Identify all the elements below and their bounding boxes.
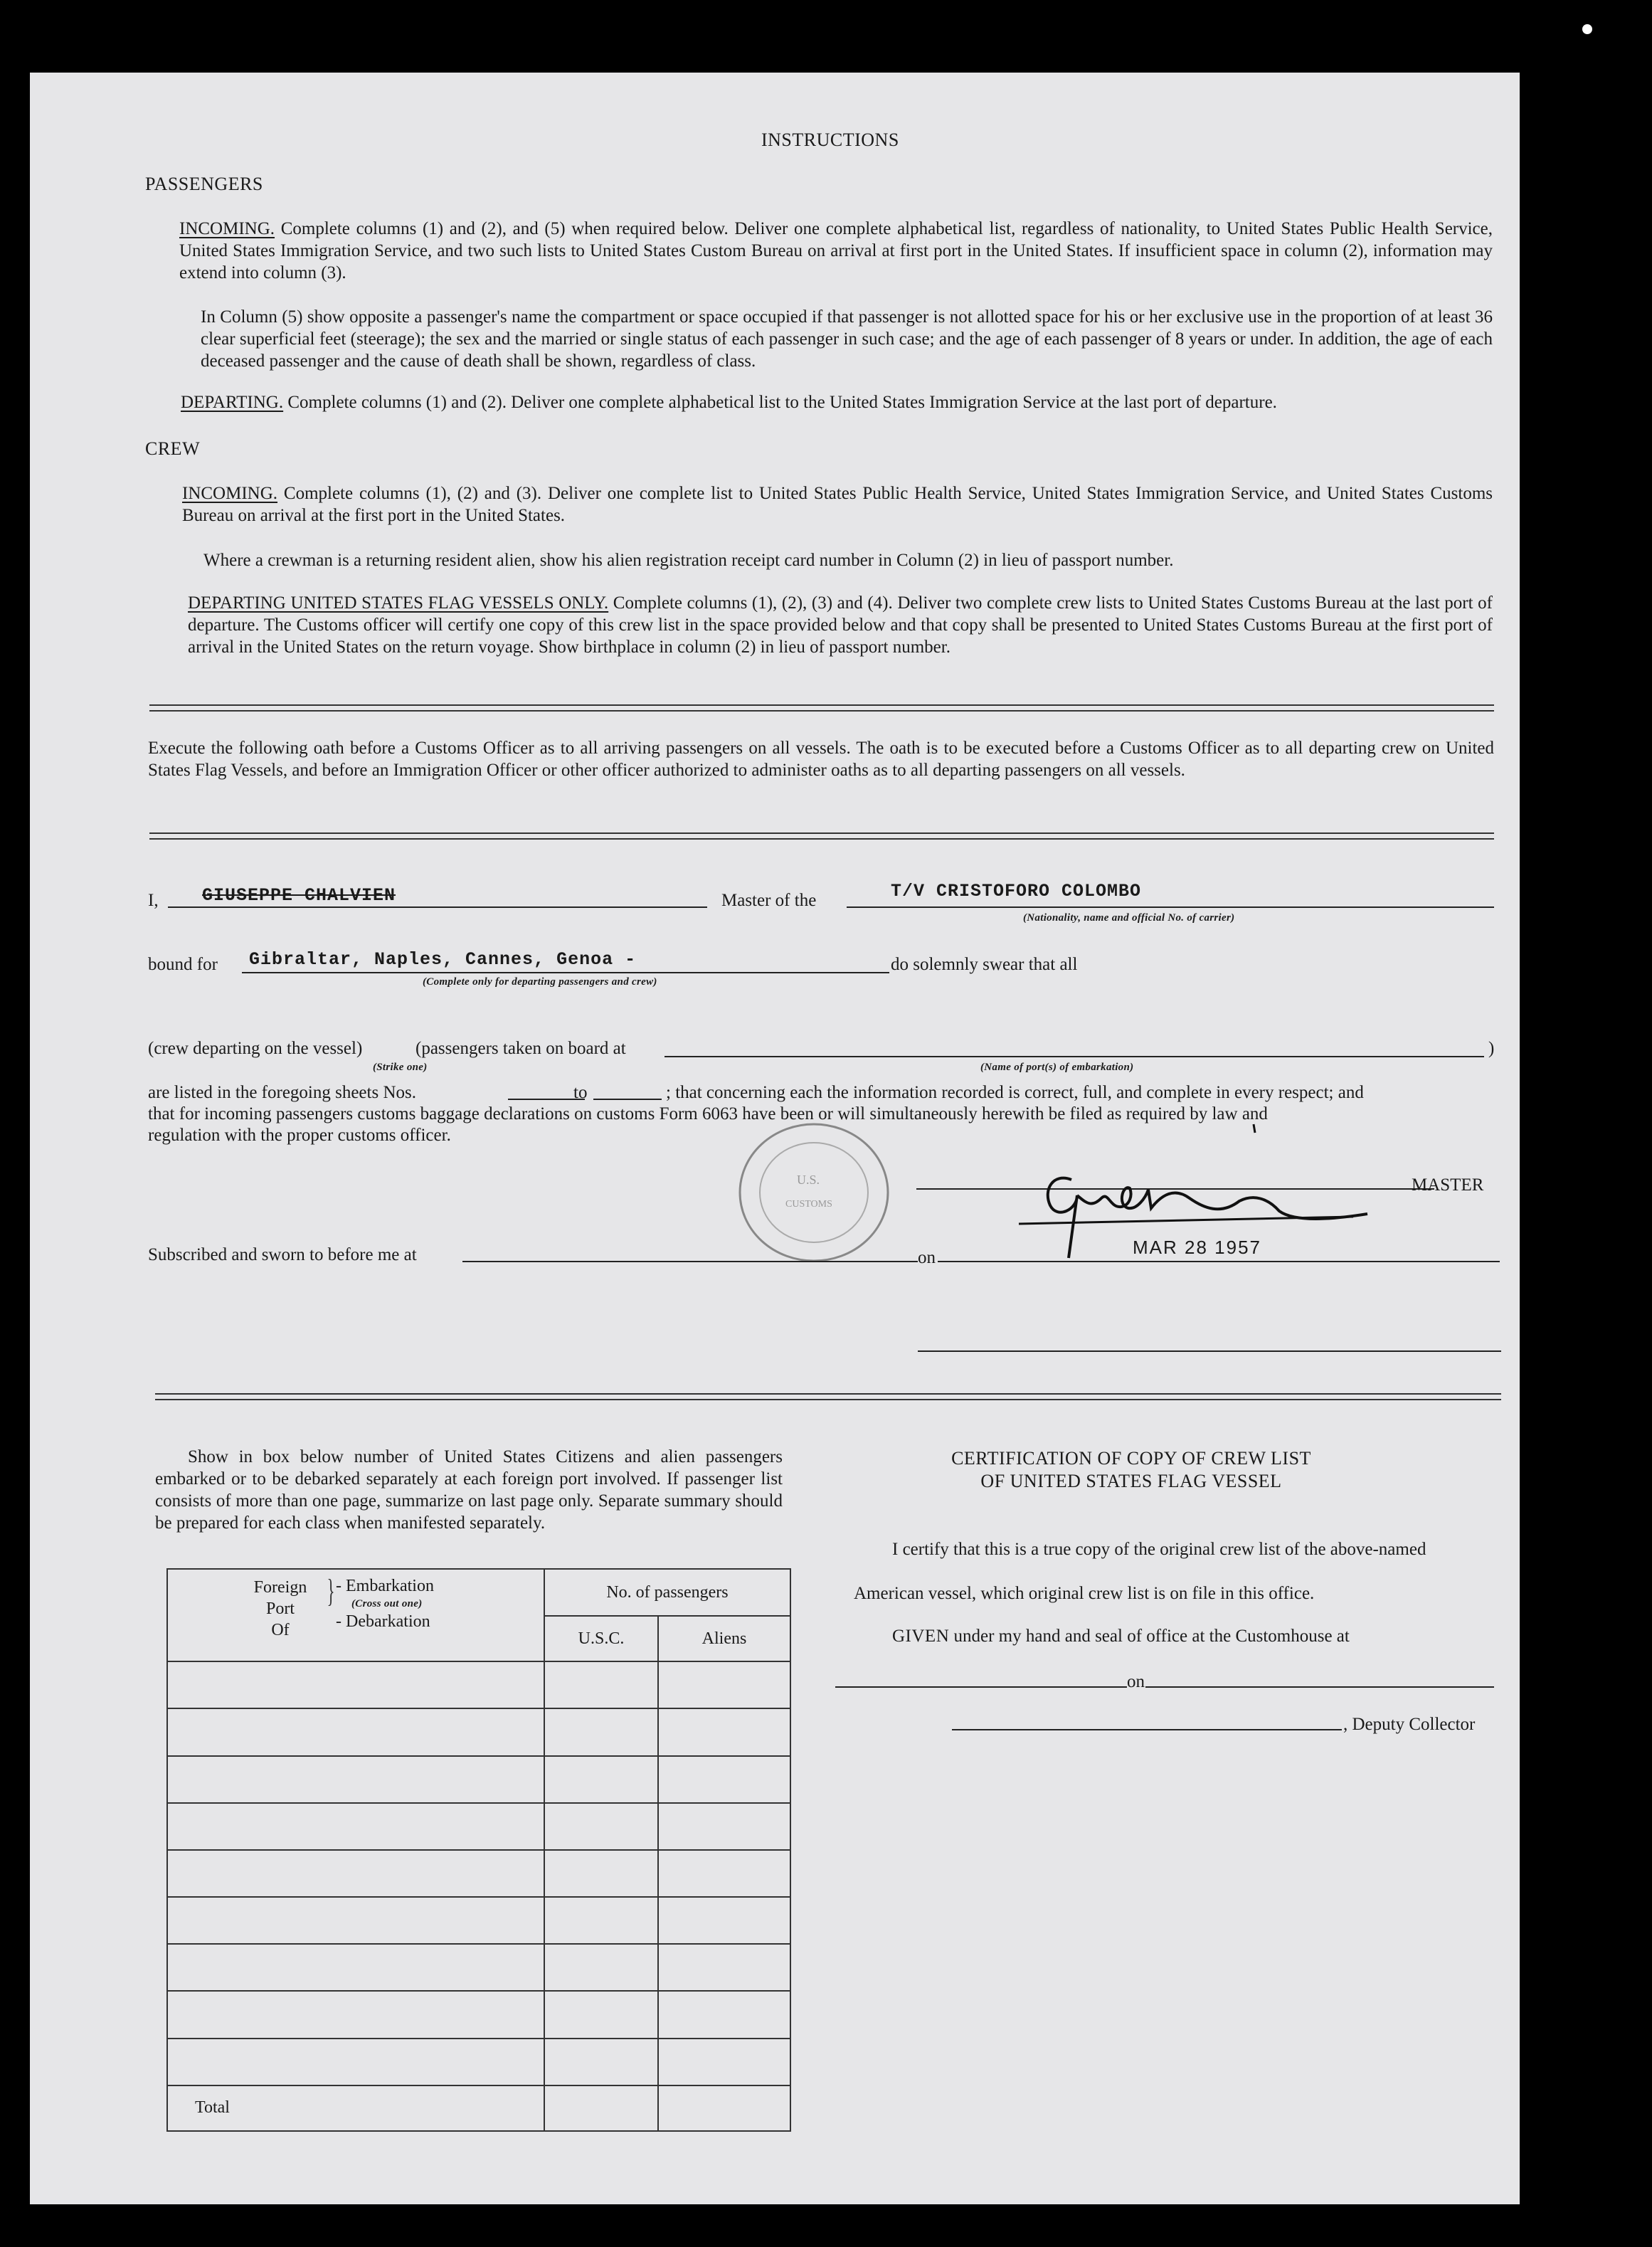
passengers-departing-text: Complete columns (1) and (2). Deliver one complete alphabetical list to the United States Immigration Service at the last port of departure.	[287, 393, 1277, 412]
certification-title-line-1: CERTIFICATION OF COPY OF CREW LIST	[951, 1448, 1311, 1469]
port-cell[interactable]	[167, 1803, 544, 1850]
aliens-cell[interactable]	[658, 1756, 790, 1803]
svg-text:CUSTOMS: CUSTOMS	[785, 1199, 832, 1210]
swear-text: do solemnly swear that all	[891, 955, 1078, 974]
master-of-label: Master of the	[721, 891, 817, 910]
usc-cell[interactable]	[544, 2039, 658, 2085]
passenger-summary-table	[166, 1568, 791, 2132]
certification-title	[840, 1447, 1423, 1493]
crew-departing-label: DEPARTING UNITED STATES FLAG VESSELS ONLY.	[188, 593, 609, 613]
given-text: under my hand and seal of office at the Customhouse at	[953, 1627, 1350, 1646]
deputy-collector-signature-field[interactable]	[952, 1708, 1342, 1730]
debarkation-label: - Debarkation	[336, 1612, 430, 1631]
cross-out-caption: (Cross out one)	[351, 1598, 423, 1609]
bound-for-value: Gibraltar, Naples, Cannes, Genoa -	[249, 949, 637, 970]
crew-incoming-label: INCOMING.	[182, 484, 278, 503]
oath-i-label: I,	[148, 891, 159, 910]
aliens-cell[interactable]	[658, 1944, 790, 1991]
aliens-total-cell[interactable]	[658, 2085, 790, 2131]
date-stamp: MAR 28 1957	[1133, 1237, 1261, 1258]
port-header-cell	[167, 1569, 544, 1661]
statement-line-2: that for incoming passengers customs baggage declarations on customs Form 6063 have been or will simultaneously herewith be filed as required by law and	[148, 1104, 1268, 1124]
usc-cell[interactable]	[544, 1661, 658, 1708]
document-page	[30, 73, 1520, 2204]
given-label: GIVEN	[892, 1627, 950, 1646]
aliens-cell[interactable]	[658, 1897, 790, 1944]
port-cell[interactable]	[167, 1708, 544, 1755]
column5-paragraph: In Column (5) show opposite a passenger's name the compartment or space occupied if that passenger is not allotted space for his or her exclusive use in the proportion of at least 36 clear superficial feet (steerage); the sex and the married or single status of each passenger in such case; and the age of each passenger of 8 years or under. In addition, the age of each deceased passenger and the cause of death shall be shown, regardless of class.	[201, 307, 1493, 371]
subscribed-label: Subscribed and sworn to before me at	[148, 1245, 417, 1264]
aliens-cell[interactable]	[658, 1803, 790, 1850]
crew-heading: CREW	[145, 438, 201, 459]
usc-cell[interactable]	[544, 1991, 658, 2038]
passengers-departing-label: DEPARTING.	[181, 393, 284, 412]
certification-date-field[interactable]	[1145, 1666, 1494, 1688]
crew-incoming-paragraph	[182, 482, 1493, 527]
page-title: INSTRUCTIONS	[761, 129, 899, 150]
passengers-incoming-text: Complete columns (1) and (2), and (5) when required below. Deliver one complete alphabetical list, regardless of nationality, to United States Public Health Service, United States Immigration Service, and two such lists to United States Custom Bureau on arrival at first port in the United States. If insufficient space in column (2), information may extend into column (3).	[179, 219, 1493, 282]
ports-caption: (Name of port(s) of embarkation)	[980, 1062, 1134, 1073]
passengers-taken-option: (passengers taken on board at	[415, 1039, 626, 1058]
embarkation-ports-field[interactable]	[664, 1035, 1484, 1057]
lower-divider	[155, 1393, 1501, 1400]
embarkation-label: - Embarkation	[336, 1577, 434, 1595]
oath-divider	[149, 832, 1494, 840]
resident-alien-paragraph: Where a crewman is a returning resident alien, show his alien registration receipt card number in Column (2) in lieu of passport number.	[203, 551, 1174, 570]
listed-text: are listed in the foregoing sheets Nos.	[148, 1083, 416, 1102]
master-label: MASTER	[1412, 1175, 1484, 1195]
port-cell[interactable]	[167, 1944, 544, 1991]
usc-cell[interactable]	[544, 1756, 658, 1803]
master-name-field[interactable]	[168, 884, 707, 908]
statement-line-1: ; that concerning each the information recorded is correct, full, and complete in every respect; and	[666, 1083, 1364, 1102]
usc-header: U.S.C.	[544, 1616, 658, 1661]
port-cell[interactable]	[167, 1850, 544, 1897]
vessel-caption: (Nationality, name and official No. of carrier)	[1023, 912, 1235, 924]
passengers-incoming-paragraph	[179, 218, 1493, 284]
usc-cell[interactable]	[544, 1897, 658, 1944]
crew-departing-text: Complete columns (1), (2), (3) and (4). Deliver two complete crew lists to United States Customs Bureau at the last port of departure. The Customs officer will certify one copy of this crew list in the space provided below and that copy shall be presented to United States Customs Bureau at the first port of arrival in the United States on the return voyage. Show birthplace in column (2) in lieu of passport number.	[188, 593, 1493, 657]
port-label: Port	[265, 1600, 295, 1618]
port-cell[interactable]	[167, 1991, 544, 2038]
crew-departing-option: (crew departing on the vessel)	[148, 1039, 363, 1058]
statement-line-3: regulation with the proper customs officer.	[148, 1126, 451, 1145]
usc-cell[interactable]	[544, 1708, 658, 1755]
total-label: Total	[167, 2085, 544, 2131]
usc-total-cell[interactable]	[544, 2085, 658, 2131]
given-paragraph	[892, 1625, 1350, 1647]
certification-on-label: on	[1127, 1672, 1145, 1691]
sworn-on-label: on	[918, 1248, 936, 1267]
passengers-heading: PASSENGERS	[145, 174, 263, 194]
passengers-incoming-label: INCOMING.	[179, 219, 275, 238]
of-label: Of	[271, 1621, 290, 1639]
svg-text:U.S.: U.S.	[797, 1173, 820, 1187]
aliens-header: Aliens	[658, 1616, 790, 1661]
port-cell[interactable]	[167, 1756, 544, 1803]
bracket-symbol: }	[327, 1572, 335, 1609]
strike-caption: (Strike one)	[373, 1062, 428, 1073]
bound-for-caption: (Complete only for departing passengers and crew)	[423, 976, 657, 988]
close-paren: )	[1488, 1039, 1495, 1058]
deputy-collector-label: , Deputy Collector	[1343, 1715, 1476, 1734]
certification-line-2: American vessel, which original crew list is on file in this office.	[854, 1584, 1315, 1603]
port-cell[interactable]	[167, 2039, 544, 2085]
port-cell[interactable]	[167, 1661, 544, 1708]
bound-for-field[interactable]	[242, 949, 889, 973]
bound-for-label: bound for	[148, 955, 218, 974]
aliens-cell[interactable]	[658, 1850, 790, 1897]
usc-cell[interactable]	[544, 1803, 658, 1850]
usc-cell[interactable]	[544, 1944, 658, 1991]
aliens-cell[interactable]	[658, 1708, 790, 1755]
officer-signature-line	[918, 1350, 1501, 1352]
certification-title-line-2: OF UNITED STATES FLAG VESSEL	[980, 1471, 1282, 1491]
passengers-departing-paragraph	[181, 391, 1494, 413]
aliens-cell[interactable]	[658, 2039, 790, 2085]
section-divider	[149, 704, 1494, 712]
crew-departing-paragraph	[188, 592, 1493, 658]
summary-instructions: Show in box below number of United States Citizens and alien passengers embarked or to be debarked separately at each foreign port involved. If passenger list consists of more than one page, summarize on last page only. Separate summary should be prepared for each class when manifested separately.	[155, 1447, 783, 1533]
vessel-value: T/V CRISTOFORO COLOMBO	[891, 881, 1142, 902]
oath-intro-paragraph: Execute the following oath before a Customs Officer as to all arriving passengers on all vessels. The oath is to be executed before a Customs Officer as to all departing crew on United States Flag Vessels, and before an Immigration Officer or other officer authorized to administer oaths as to all departing passengers on all vessels.	[148, 739, 1494, 780]
to-label: to	[573, 1083, 588, 1102]
scan-artifact-dot	[1582, 24, 1592, 34]
crew-incoming-text: Complete columns (1), (2) and (3). Deliver one complete list to United States Public Health Service, United States Immigration Service, and United States Customs Bureau on arrival at the first port in the United States.	[182, 484, 1493, 525]
no-passengers-header: No. of passengers	[544, 1569, 790, 1616]
aliens-cell[interactable]	[658, 1661, 790, 1708]
foreign-label: Foreign	[253, 1578, 307, 1597]
sheet-to-field[interactable]	[593, 1079, 662, 1100]
sworn-date-field[interactable]	[938, 1237, 1500, 1262]
aliens-cell[interactable]	[658, 1991, 790, 2038]
sworn-location-field[interactable]	[462, 1241, 918, 1262]
usc-cell[interactable]	[544, 1850, 658, 1897]
customhouse-location-field[interactable]	[835, 1666, 1127, 1688]
master-name-value: GIUSEPPE CHALVIEN	[202, 885, 396, 906]
vessel-field[interactable]	[847, 881, 1494, 908]
certification-line-1: I certify that this is a true copy of the original crew list of the above-named	[892, 1540, 1426, 1559]
port-cell[interactable]	[167, 1897, 544, 1944]
